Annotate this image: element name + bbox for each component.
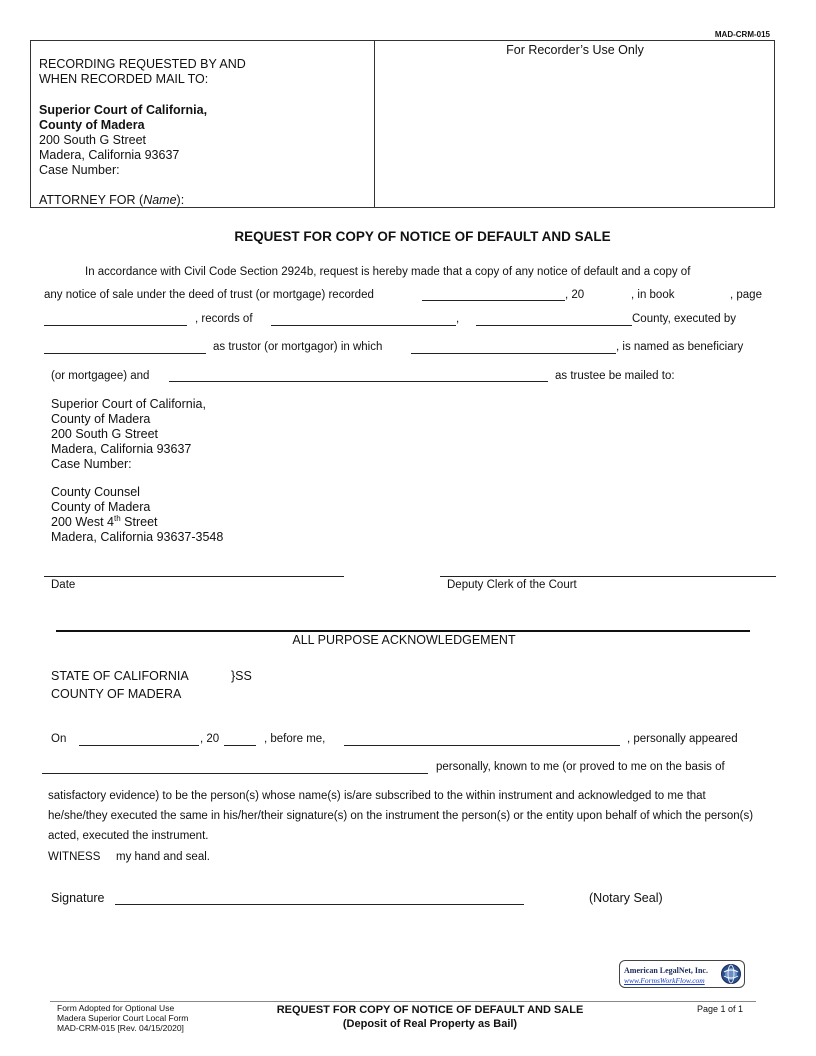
mail-court-line4: Madera, California 93637 <box>51 442 192 456</box>
body-line2-b: , 20 <box>565 289 585 301</box>
footer-title <box>230 1003 630 1031</box>
mail-counsel-line3 <box>51 515 223 530</box>
county-label: COUNTY OF MADERA <box>51 687 182 701</box>
trustor-field[interactable] <box>44 353 206 354</box>
case-number-label: Case Number: <box>39 163 120 177</box>
footer-left-line2: Madera Superior Court Local Form <box>57 1013 189 1023</box>
body-line5-b: as trustee be mailed to: <box>555 370 675 382</box>
personally-known-label: personally, known to me (or proved to me on the basis of <box>436 761 725 773</box>
before-me-label: , before me, <box>264 733 326 745</box>
form-number: MAD-CRM-015 <box>714 30 770 39</box>
logo-company-name: American LegalNet, Inc. <box>624 966 708 975</box>
body-line3-a: , records of <box>195 313 253 325</box>
american-legalnet-logo[interactable] <box>619 960 745 988</box>
recording-box <box>30 40 775 208</box>
deputy-clerk-label: Deputy Clerk of the Court <box>447 579 577 591</box>
body-line5-a: (or mortgagee) and <box>51 370 150 382</box>
notary-name-field[interactable] <box>344 745 620 746</box>
beneficiary-field[interactable] <box>411 353 616 354</box>
court-county: County of Madera <box>39 118 145 132</box>
form-title: REQUEST FOR COPY OF NOTICE OF DEFAULT AND SALE <box>234 229 611 244</box>
logo-website[interactable]: www.FormsWorkFlow.com <box>624 976 705 985</box>
witness-label: WITNESS <box>48 851 101 863</box>
court-street: 200 South G Street <box>39 133 147 147</box>
ack-para1: satisfactory evidence) to be the person(s) whose name(s) is/are subscribed to the within instrument and acknowledged to me that <box>48 790 706 802</box>
trustee-field[interactable] <box>169 381 548 382</box>
recorders-use-only: For Recorder’s Use Only <box>506 43 644 57</box>
mail-court-line5: Case Number: <box>51 457 132 471</box>
ack-para2: he/she/they executed the same in his/her/their signature(s) on the instrument the person(s) or the entity upon behalf of which the person(s) <box>48 810 754 822</box>
attorney-for-suffix: ): <box>176 193 185 207</box>
mail-court-line1: Superior Court of California, <box>51 397 206 411</box>
mail-to-court-block <box>51 397 206 472</box>
mail-counsel-line4: Madera, California 93637-3548 <box>51 530 224 544</box>
recording-requested-line2: WHEN RECORDED MAIL TO: <box>39 72 209 86</box>
notary-signature-field[interactable] <box>115 904 524 905</box>
globe-icon <box>720 963 742 985</box>
footer-rule <box>50 1001 756 1002</box>
ack-year-label: , 20 <box>200 733 220 745</box>
ss-label: }SS <box>231 669 252 683</box>
body-line4-b: , is named as beneficiary <box>616 341 744 353</box>
recording-box-divider <box>374 41 375 207</box>
hand-seal-label: my hand and seal. <box>116 851 210 863</box>
personally-appeared-label: , personally appeared <box>627 733 738 745</box>
footer-title-line2: (Deposit of Real Property as Bail) <box>342 1018 518 1030</box>
body-line3-c: County, executed by <box>632 313 736 325</box>
date-label: Date <box>51 579 76 591</box>
body-line2-c: , in book <box>631 289 675 301</box>
signature-label: Signature <box>51 891 105 905</box>
mail-counsel-line3-b: Street <box>120 515 158 529</box>
state-label: STATE OF CALIFORNIA <box>51 669 189 683</box>
footer-title-line1: REQUEST FOR COPY OF NOTICE OF DEFAULT AND SALE <box>276 1004 584 1016</box>
page-number-field[interactable] <box>44 325 187 326</box>
attorney-name-italic: Name <box>143 193 177 207</box>
acknowledgement-title: ALL PURPOSE ACKNOWLEDGEMENT <box>292 633 516 647</box>
body-line3-b: , <box>456 313 460 325</box>
mail-counsel-line3-a: 200 West 4 <box>51 515 115 529</box>
attorney-for-label <box>39 193 246 208</box>
ack-date-field[interactable] <box>79 745 199 746</box>
recorded-date-field[interactable] <box>422 300 565 301</box>
mail-counsel-line3-sup: th <box>114 513 121 523</box>
ack-year-field[interactable] <box>224 745 256 746</box>
footer-left-line1: Form Adopted for Optional Use <box>57 1003 175 1013</box>
body-line2-d: , page <box>730 289 762 301</box>
notary-seal-label: (Notary Seal) <box>589 891 663 905</box>
body-line2-a: any notice of sale under the deed of trust (or mortgage) recorded <box>44 289 374 301</box>
body-line1: In accordance with Civil Code Section 2924b, request is hereby made that a copy of any notice of default and a copy of <box>85 266 691 278</box>
date-signature-field[interactable] <box>44 576 344 577</box>
page-number: Page 1 of 1 <box>697 1004 744 1014</box>
mail-counsel-line2: County of Madera <box>51 500 151 514</box>
ack-para3: acted, executed the instrument. <box>48 830 209 842</box>
footer-form-info <box>57 1003 188 1033</box>
mail-to-counsel-block <box>51 485 223 545</box>
footer-left-line3: MAD-CRM-015 [Rev. 04/15/2020] <box>57 1023 184 1033</box>
mail-court-line2: County of Madera <box>51 412 151 426</box>
deputy-clerk-signature-field[interactable] <box>440 576 776 577</box>
signer-name-field[interactable] <box>42 773 428 774</box>
mail-counsel-line1: County Counsel <box>51 485 140 499</box>
court-name: Superior Court of California, <box>39 103 208 117</box>
recording-requested-line1: RECORDING REQUESTED BY AND <box>39 57 246 71</box>
recording-requested-block <box>39 57 246 208</box>
body-line4-a: as trustor (or mortgagor) in which <box>213 341 383 353</box>
acknowledgement-rule <box>56 630 750 632</box>
records-of-field[interactable] <box>271 325 456 326</box>
mail-court-line3: 200 South G Street <box>51 427 159 441</box>
court-city: Madera, California 93637 <box>39 148 180 162</box>
on-label: On <box>51 733 67 745</box>
attorney-for-prefix: ATTORNEY FOR ( <box>39 193 144 207</box>
county-field[interactable] <box>476 325 632 326</box>
